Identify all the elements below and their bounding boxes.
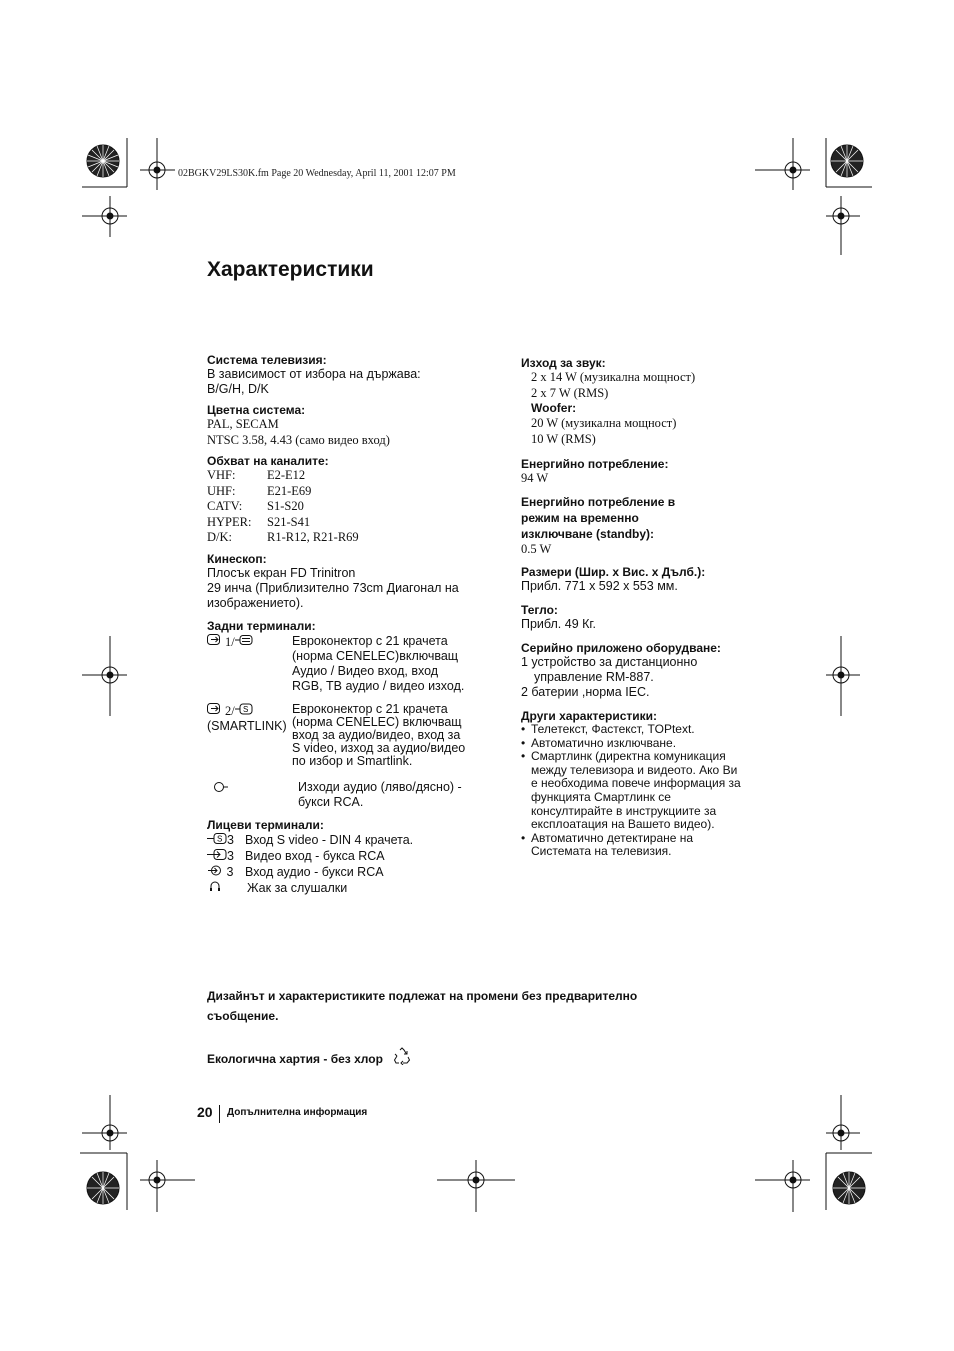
- color-system-line: PAL, SECAM: [207, 417, 279, 431]
- other-features-heading: Други характеристики:: [521, 709, 658, 723]
- rear-terminal-2-line: по избор и Smartlink.: [292, 753, 413, 768]
- dimensions-section: [521, 565, 761, 594]
- list-item: • Телетекст, Фастекст, TOPtext.: [521, 723, 743, 737]
- tv-system-line: B/G/H, D/K: [207, 382, 269, 396]
- page-title: Характеристики: [207, 258, 374, 281]
- channel-range: E21-E69: [267, 483, 312, 498]
- picture-tube-line: Плосък екран FD Trinitron: [207, 565, 356, 580]
- starburst-mark-bottom-left: [87, 1172, 119, 1204]
- starburst-mark-bottom-right: [833, 1172, 865, 1204]
- picture-tube-section: [207, 552, 487, 611]
- front-terminal-text: Вход S video - DIN 4 крачета.: [245, 832, 414, 847]
- color-system-heading: Цветна система:: [207, 403, 306, 417]
- front-terminal-text: Вход аудио - букси RCA: [245, 864, 384, 879]
- crosshair-mark-bottom-left: [140, 1160, 195, 1212]
- front-terminal-num: 3: [227, 832, 234, 847]
- weight-heading: Тегло:: [521, 603, 558, 617]
- starburst-mark-top-right: [831, 145, 863, 177]
- starburst-mark-top-left: [87, 145, 119, 177]
- scart-tv-icon: [235, 634, 253, 651]
- rear-terminal-2-line: вход за аудио/видео, вход за: [292, 727, 461, 742]
- rear-terminal-2: [207, 703, 487, 768]
- picture-tube-heading: Кинескоп:: [207, 551, 267, 566]
- page-number: 20: [197, 1104, 213, 1120]
- channel-range: S1-S20: [267, 499, 304, 513]
- s-video-input-icon: [235, 703, 253, 720]
- crosshair-mark-lower-right: [826, 1095, 860, 1150]
- crosshair-mark-upper-left: [82, 196, 127, 237]
- rear-terminal-2-sub: (SMARTLINK): [207, 719, 287, 733]
- dimensions-heading: Размери (Шир. x Вис. x Дълб.):: [521, 565, 706, 579]
- front-terminals-heading: Лицеви терминали:: [207, 817, 324, 832]
- rear-terminal-1-line: Аудио / Видео вход, вход: [292, 663, 439, 678]
- right-column: [521, 356, 761, 859]
- rear-terminal-3-symbol: [207, 780, 298, 810]
- rear-terminal-2-line: S video, изход за аудио/видео: [292, 740, 466, 755]
- power-heading: Енергийно потребление:: [521, 457, 669, 471]
- other-features-list: [521, 723, 743, 859]
- sound-output-line: 20 W (музикална мощност): [531, 416, 677, 430]
- rear-terminal-3: [207, 780, 487, 810]
- power-value: 94 W: [521, 471, 549, 485]
- rear-terminal-3-line: Изходи аудио (ляво/дясно) -: [298, 779, 462, 794]
- channel-coverage-section: [207, 454, 487, 546]
- rear-terminal-1-line: RGB, ТВ аудио / видео изход.: [292, 678, 465, 693]
- rear-terminal-1-symbol: [207, 634, 292, 694]
- rear-terminal-2-line: (норма CENELEC) включващ: [292, 714, 462, 729]
- channel-band: HYPER:: [207, 514, 252, 529]
- channel-band: CATV:: [207, 499, 243, 513]
- sound-output-line: 10 W (RMS): [531, 431, 596, 446]
- channel-range: E2-E12: [267, 468, 306, 482]
- channel-band: UHF:: [207, 483, 236, 498]
- power-section: [521, 457, 761, 487]
- rear-terminal-3-line: букси RCA.: [298, 794, 364, 809]
- weight-value: Прибл. 49 Кг.: [521, 617, 596, 631]
- tv-system-line: В зависимост от избора на държава:: [207, 367, 421, 381]
- standby-heading: режим на временно: [521, 510, 639, 525]
- crosshair-mark-bottom-center: [437, 1160, 515, 1212]
- dimensions-value: Прибл. 771 x 592 x 553 мм.: [521, 579, 678, 593]
- scart-input-icon: [207, 703, 225, 720]
- eco-paper-note: [207, 1047, 411, 1071]
- rear-terminal-1-line: (норма CENELEC)включващ: [292, 648, 459, 663]
- rear-terminal-2-line: Евроконектор с 21 крачета: [292, 701, 448, 716]
- channel-row: [207, 515, 487, 531]
- rear-terminals-section: [207, 619, 487, 810]
- weight-section: [521, 603, 761, 632]
- channel-band: D/K:: [207, 530, 232, 544]
- sound-output-section: [521, 356, 761, 447]
- front-terminals-section: [207, 818, 487, 896]
- standby-heading: Енергийно потребление в: [521, 494, 676, 509]
- crosshair-mark-top-right: [755, 138, 810, 190]
- accessories-heading: Серийно приложено оборудване:: [521, 641, 721, 655]
- color-system-line: NTSC 3.58, 4.43 (само видео вход): [207, 432, 390, 447]
- eco-paper-text: Екологична хартия - без хлор: [207, 1052, 383, 1066]
- change-notice: [207, 986, 637, 1026]
- rear-terminal-1-label: 1/: [225, 634, 235, 649]
- change-notice-line: Дизайнът и характеристиките подлежат на промени без предварително: [207, 989, 638, 1003]
- section-name: Допълнителна информация: [227, 1107, 368, 1118]
- svg-text:S: S: [242, 704, 249, 714]
- rear-terminals-heading: Задни терминали:: [207, 618, 316, 633]
- svg-text:S: S: [217, 834, 223, 843]
- recycle-icon: [393, 1047, 411, 1071]
- crosshair-mark-middle-right: [826, 636, 860, 716]
- left-column: [207, 353, 487, 896]
- crosshair-mark-upper-right: [826, 196, 860, 255]
- color-system-section: [207, 403, 487, 448]
- channel-row: [207, 530, 487, 546]
- front-terminal-row: [207, 832, 487, 848]
- accessories-line: управление RM-887.: [534, 670, 654, 684]
- accessories-line: 1 устройство за дистанционно: [521, 655, 698, 669]
- front-terminal-row: [207, 864, 487, 880]
- crosshair-mark-bottom-right: [755, 1160, 810, 1212]
- standby-section: [521, 494, 761, 558]
- sound-output-line: 2 x 14 W (музикална мощност): [531, 370, 696, 384]
- rear-terminal-1: [207, 634, 487, 694]
- sound-output-line: 2 x 7 W (RMS): [531, 385, 609, 400]
- list-item: • Автоматично детектиране на Системата на телевизия.: [521, 832, 743, 859]
- rear-terminal-2-label: 2/: [225, 703, 235, 718]
- channel-range: S21-S41: [267, 514, 311, 529]
- crosshair-mark-lower-left: [82, 1095, 127, 1150]
- headphones-icon: [209, 880, 221, 896]
- tv-system-section: [207, 353, 487, 397]
- channel-range: R1-R12, R21-R69: [267, 530, 359, 544]
- file-info: 02BGKV29LS30K.fm Page 20 Wednesday, April 11, 2001 12:07 PM: [178, 168, 456, 179]
- channel-row: [207, 484, 487, 500]
- front-terminal-num: 3: [226, 864, 234, 879]
- picture-tube-line: изображението).: [207, 595, 304, 610]
- scart-input-icon: [207, 634, 225, 651]
- s-video-input-icon: [207, 832, 227, 848]
- page-number-divider: [219, 1105, 220, 1123]
- sound-output-heading: Изход за звук:: [521, 356, 606, 370]
- other-features-section: [521, 709, 761, 859]
- channel-coverage-heading: Обхват на каналите:: [207, 454, 329, 468]
- change-notice-line: съобщение.: [207, 1009, 279, 1023]
- channel-row: [207, 499, 487, 515]
- rear-terminal-2-symbol: [207, 703, 292, 768]
- front-terminal-row: [207, 848, 487, 864]
- channel-band: VHF:: [207, 468, 236, 482]
- accessories-line: 2 батерии ,норма IEC.: [521, 685, 650, 699]
- list-item: • Автоматично изключване.: [521, 737, 743, 751]
- tv-system-heading: Система телевизия:: [207, 353, 327, 367]
- audio-input-icon: [207, 864, 223, 880]
- front-terminal-text: Жак за слушалки: [247, 880, 348, 895]
- front-terminal-row: [207, 880, 487, 896]
- audio-output-icon: [213, 780, 229, 799]
- front-terminal-num: 3: [227, 848, 234, 863]
- crosshair-mark-middle-left: [82, 636, 127, 716]
- rear-terminal-1-line: Евроконектор с 21 крачета: [292, 633, 448, 648]
- list-item: • Смартлинк (директна комуникация между телевизора и видеото. Ако Ви е необходима повече информация за функцията Смартлинк се консултирайте в инструкциите за експлоатация на Вашето видео).: [521, 750, 743, 832]
- front-terminal-text: Видео вход - букса RCA: [245, 848, 385, 863]
- standby-heading: изключване (standby):: [521, 526, 655, 541]
- picture-tube-line: 29 инча (Приблизително 73cm Диагонал на: [207, 580, 459, 595]
- channel-row: [207, 468, 487, 484]
- woofer-label: Woofer:: [531, 401, 577, 415]
- crosshair-mark-top-left: [140, 138, 175, 190]
- video-input-icon: [207, 848, 227, 864]
- accessories-section: [521, 641, 761, 700]
- standby-value: 0.5 W: [521, 541, 552, 556]
